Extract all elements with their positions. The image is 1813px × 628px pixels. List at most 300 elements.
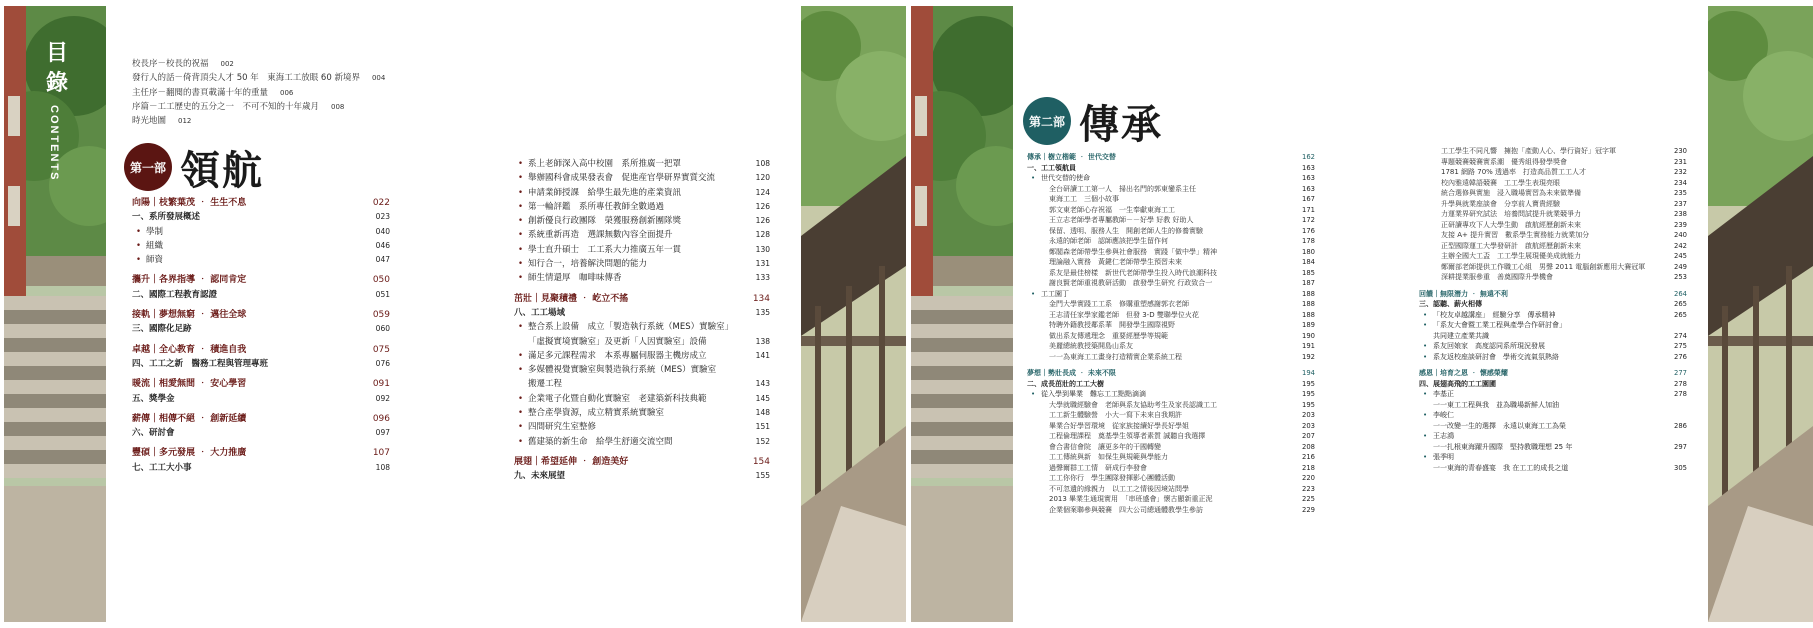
toc-subentry[interactable] bbox=[1419, 262, 1687, 273]
entry-title: 一一為東海工工畫身打造精實企業系統工程 bbox=[1049, 352, 1182, 361]
page-number: 194 bbox=[1302, 369, 1315, 377]
page-number: 190 bbox=[1302, 331, 1315, 340]
page-number: 152 bbox=[755, 436, 770, 446]
toc-subentry[interactable] bbox=[1419, 157, 1687, 168]
entry-title: 統合選修與實施 浸入職場實習為未來做準備 bbox=[1441, 189, 1581, 197]
page-number: 195 bbox=[1302, 400, 1315, 409]
page-number: 265 bbox=[1674, 310, 1687, 319]
toc-entry[interactable] bbox=[514, 363, 770, 377]
page-number: 162 bbox=[1302, 153, 1315, 161]
page-number: 108 bbox=[755, 159, 770, 168]
toc-entry[interactable] bbox=[1419, 452, 1687, 463]
page-number: 143 bbox=[755, 379, 770, 389]
chapter-heading[interactable] bbox=[514, 306, 770, 320]
toc-subentry[interactable] bbox=[1027, 310, 1315, 321]
toc-entry[interactable] bbox=[514, 171, 770, 185]
toc-entry-continuation[interactable] bbox=[1419, 400, 1687, 411]
toc-entry[interactable] bbox=[1419, 341, 1687, 352]
entry-title: • 整合產學資源，成立精實系統實驗室 bbox=[514, 406, 664, 420]
page-number: 133 bbox=[755, 273, 770, 283]
entry-title: 1781 網路 70% 透過率 打造高品質工工人才 bbox=[1441, 168, 1587, 176]
entry-title: 東海工工 三個小故事 bbox=[1049, 195, 1119, 203]
toc-entry-continuation[interactable] bbox=[514, 377, 770, 391]
chapter-heading[interactable] bbox=[132, 288, 390, 302]
page-number: 167 bbox=[1302, 195, 1315, 203]
page-number: 040 bbox=[375, 226, 390, 236]
toc-subentry[interactable] bbox=[1027, 352, 1315, 363]
page-number: 046 bbox=[375, 240, 390, 250]
entry-title: 三、認聽、薪火相傳 bbox=[1419, 300, 1482, 308]
entry-title: • 整合系上設備 成立「製造執行系統（MES）實驗室」 bbox=[514, 320, 733, 334]
entry-title: 鄭爾部老師提供工作職工心組 男聲 2011 電腦創新應用大賽冠軍 bbox=[1441, 262, 1646, 271]
toc-entry[interactable] bbox=[1419, 410, 1687, 421]
toc-subentry[interactable] bbox=[1419, 241, 1687, 252]
entry-title: • 工工園丁 bbox=[1027, 289, 1069, 300]
entry-title: • 張季明 bbox=[1419, 452, 1454, 463]
entry-title: 大學就職經驗會 老師與系友協助考生及家長認識工工 bbox=[1049, 400, 1217, 409]
page-number: 188 bbox=[1302, 289, 1315, 298]
toc-column-2 bbox=[1419, 146, 1687, 473]
toc-subentry[interactable] bbox=[1027, 473, 1315, 484]
entry-title: • 學制 bbox=[132, 225, 163, 239]
toc-subentry[interactable] bbox=[1419, 272, 1687, 283]
left-spread bbox=[0, 0, 906, 628]
page-number: 218 bbox=[1302, 463, 1315, 472]
page-number: 050 bbox=[372, 275, 390, 286]
toc-entry[interactable] bbox=[132, 225, 390, 239]
entry-title: 王立志老師學者專屬教師－－好學 好教 好助人 bbox=[1049, 216, 1194, 224]
page-number: 151 bbox=[755, 422, 770, 432]
chapter-heading[interactable] bbox=[132, 392, 390, 406]
page-number: 305 bbox=[1674, 463, 1687, 472]
page-number: 278 bbox=[1674, 379, 1687, 388]
entry-title: 向陽｜枝繁葉茂 ‧ 生生不息 bbox=[132, 198, 247, 208]
toc-subentry[interactable] bbox=[1027, 442, 1315, 453]
toc-subentry[interactable] bbox=[1027, 320, 1315, 331]
page-number: 225 bbox=[1302, 495, 1315, 503]
entry-title: 全台研讀工工第一人 掃出名門的郭東鑾系主任 bbox=[1049, 184, 1196, 193]
toc-column-1 bbox=[132, 196, 390, 475]
toc-subentry[interactable] bbox=[1419, 167, 1687, 178]
toc-subentry[interactable] bbox=[1027, 484, 1315, 495]
entry-title: 一一東工工程與我 並為職場新鮮人加油 bbox=[1433, 400, 1559, 409]
entry-title: 系友是最佳榜樣 新世代老師帶學生投入時代浪潮科技 bbox=[1049, 268, 1217, 277]
section-heading[interactable] bbox=[514, 455, 770, 469]
preface-entry[interactable] bbox=[132, 114, 432, 128]
entry-title: 保留、透明、服務人生 開創老師人生的修養實驗 bbox=[1049, 226, 1203, 235]
entry-title: 展翅｜希望延伸 ‧ 創造美好 bbox=[514, 456, 629, 467]
entry-title: 不可忽遺的緣親力 以工工之情後因境站問學 bbox=[1049, 484, 1189, 493]
toc-subentry[interactable] bbox=[1027, 268, 1315, 279]
page-number: 022 bbox=[372, 198, 390, 208]
page-number: 172 bbox=[1302, 216, 1315, 224]
part-badge: 第二部 bbox=[1023, 97, 1071, 145]
toc-entry[interactable] bbox=[1419, 320, 1687, 331]
toc-entry[interactable] bbox=[514, 349, 770, 363]
toc-entry[interactable] bbox=[1027, 173, 1315, 184]
entry-title: 做出系友傳遞理念 重要經歷學等規範 bbox=[1049, 331, 1168, 340]
page-number: 238 bbox=[1674, 210, 1687, 218]
campus-photo-stairs bbox=[911, 6, 1013, 622]
toc-entry[interactable] bbox=[1027, 389, 1315, 400]
entry-title: • 系上老師深入高中校園 系所推廣一把罩 bbox=[514, 157, 681, 171]
page-number: 220 bbox=[1302, 474, 1315, 482]
entry-title: • 申請業師授課 給學生最先進的產業資訊 bbox=[514, 186, 681, 200]
page-number: 277 bbox=[1674, 369, 1687, 377]
entry-title: 友接 A+ 提升實習 數系學生實務能力就業加分 bbox=[1441, 231, 1590, 239]
page-number: 171 bbox=[1302, 205, 1315, 214]
entry-title: • 世代交替的使命 bbox=[1027, 173, 1090, 184]
toc-subentry[interactable] bbox=[1027, 410, 1315, 421]
campus-photo-corridor bbox=[801, 6, 906, 622]
toc-entry[interactable] bbox=[514, 257, 770, 271]
page-number: 235 bbox=[1674, 189, 1687, 197]
page-number: 141 bbox=[755, 350, 770, 360]
toc-entry[interactable] bbox=[1419, 352, 1687, 363]
entry-title: 七、工工大小事 bbox=[132, 462, 192, 473]
page-number: 176 bbox=[1302, 226, 1315, 235]
page-number: 185 bbox=[1302, 268, 1315, 277]
toc-subentry[interactable] bbox=[1027, 421, 1315, 432]
page-number: 131 bbox=[755, 259, 770, 269]
toc-entry[interactable] bbox=[514, 186, 770, 200]
toc-subentry[interactable] bbox=[1027, 184, 1315, 195]
page-number: 232 bbox=[1674, 168, 1687, 176]
toc-entry[interactable] bbox=[1419, 389, 1687, 400]
toc-subentry[interactable] bbox=[1027, 236, 1315, 247]
toc-subentry[interactable] bbox=[1027, 215, 1315, 226]
section-heading[interactable] bbox=[1419, 289, 1687, 300]
page-number: 076 bbox=[375, 358, 390, 368]
toc-subentry[interactable] bbox=[1027, 400, 1315, 411]
entry-title: • 多媒體視覺實驗室與製造執行系統（MES）實驗室 bbox=[514, 363, 716, 377]
page-number: 265 bbox=[1674, 300, 1687, 308]
toc-subentry[interactable] bbox=[1419, 188, 1687, 199]
page-number: 245 bbox=[1674, 252, 1687, 260]
page-number: 216 bbox=[1302, 453, 1315, 461]
preface-entry[interactable] bbox=[132, 71, 432, 85]
entry-title: • 李峻仁 bbox=[1419, 410, 1454, 421]
part-title: 傳承 bbox=[1079, 100, 1163, 148]
toc-subentry[interactable] bbox=[1027, 431, 1315, 442]
entry-title: 一、工工領航員 bbox=[1027, 163, 1076, 172]
vertical-title-char-1: 目 bbox=[45, 40, 68, 66]
toc-entry[interactable] bbox=[514, 320, 770, 334]
toc-entry[interactable] bbox=[1419, 310, 1687, 321]
entry-title: • 「校友卓越講座」 經驗分享 傳承精神 bbox=[1419, 310, 1556, 321]
entry-title: 正型國際運工大學發研計 啟航經歷創新未來 bbox=[1441, 241, 1581, 250]
toc-subentry[interactable] bbox=[1027, 278, 1315, 289]
entry-title: 四、工工之新 醫務工程與管理專班 bbox=[132, 358, 269, 369]
page-number: 163 bbox=[1302, 184, 1315, 193]
chapter-heading[interactable] bbox=[1419, 379, 1687, 390]
page-number: 187 bbox=[1302, 279, 1315, 287]
preface-title: 序篇－工工歷史的五分之一 不可不知的十年歲月 bbox=[132, 101, 320, 112]
preface-title: 時光地圖 bbox=[132, 116, 167, 127]
entry-title: 卓越｜全心教育 ‧ 積進自我 bbox=[132, 344, 247, 355]
entry-title: 工工新生體驗營 小大一寫下未來自我期許 bbox=[1049, 411, 1182, 419]
page-number: 134 bbox=[752, 293, 770, 304]
page-number: 135 bbox=[755, 307, 770, 317]
page-number: 286 bbox=[1674, 421, 1687, 430]
section-heading[interactable] bbox=[132, 196, 390, 210]
toc-subentry[interactable] bbox=[1027, 452, 1315, 463]
chapter-heading[interactable] bbox=[132, 357, 390, 371]
section-heading[interactable] bbox=[132, 412, 390, 426]
entry-title: • 系友回娘家 高度認同系所現況發展 bbox=[1419, 341, 1545, 352]
page-number: 253 bbox=[1674, 273, 1687, 281]
entry-title: 企業個案聯參與競賽 四大公司總通體教學生參訪 bbox=[1049, 505, 1203, 514]
section-heading[interactable] bbox=[1419, 368, 1687, 379]
page-number: 230 bbox=[1674, 147, 1687, 155]
toc-entry[interactable] bbox=[132, 253, 390, 267]
toc-entry-continuation[interactable] bbox=[1419, 442, 1687, 453]
toc-subentry[interactable] bbox=[1419, 199, 1687, 210]
section-heading[interactable] bbox=[132, 446, 390, 460]
entry-title: 搬遷工程 bbox=[528, 379, 563, 390]
toc-entry-continuation[interactable] bbox=[1419, 331, 1687, 342]
section-heading[interactable] bbox=[514, 292, 770, 306]
entry-title: 一一扎根東海躍升國際 堅持教職理想 25 年 bbox=[1433, 442, 1573, 451]
toc-subentry[interactable] bbox=[1419, 230, 1687, 241]
preface-page: 004 bbox=[371, 74, 386, 83]
page-number: 231 bbox=[1674, 157, 1687, 166]
toc-subentry[interactable] bbox=[1027, 341, 1315, 352]
toc-entry[interactable] bbox=[1419, 431, 1687, 442]
page-number: 237 bbox=[1674, 199, 1687, 208]
toc-subentry[interactable] bbox=[1027, 331, 1315, 342]
page-number: 207 bbox=[1302, 432, 1315, 440]
entry-title: • 組織 bbox=[132, 239, 163, 253]
toc-subentry[interactable] bbox=[1027, 494, 1315, 505]
entry-title: 攜升｜各界指導 ‧ 認同肯定 bbox=[132, 275, 247, 286]
entry-title: 茁壯｜見聚積禮 ‧ 屹立不搖 bbox=[514, 293, 629, 304]
page-number: 229 bbox=[1302, 505, 1315, 514]
toc-subentry[interactable] bbox=[1419, 146, 1687, 157]
page-number: 163 bbox=[1302, 174, 1315, 182]
page-number: 178 bbox=[1302, 237, 1315, 245]
entry-title: 接軌｜夢想無窮 ‧ 邁往全球 bbox=[132, 310, 247, 321]
entry-title: 鄭閣森老師帶學生參與社會服務 實踐「做中學」精神 bbox=[1049, 247, 1217, 256]
toc-entry-continuation[interactable] bbox=[514, 335, 770, 349]
page-number: 138 bbox=[755, 336, 770, 346]
entry-title: • 李基正 bbox=[1419, 389, 1454, 400]
chapter-heading[interactable] bbox=[1027, 379, 1315, 390]
chapter-heading[interactable] bbox=[1419, 299, 1687, 310]
section-heading[interactable] bbox=[132, 377, 390, 391]
page-number: 154 bbox=[752, 456, 770, 467]
entry-title: 永遠的師老師 認師應該把學生留作何 bbox=[1049, 237, 1168, 245]
entry-title: 特聘外籍教授鄰系華 開發學生國際視野 bbox=[1049, 321, 1175, 329]
toc-column-1 bbox=[1027, 152, 1315, 515]
page-number: 097 bbox=[375, 428, 390, 438]
page-number: 126 bbox=[755, 201, 770, 211]
page-number: 092 bbox=[375, 393, 390, 403]
entry-title: • 王志鴻 bbox=[1419, 431, 1454, 442]
page-number: 023 bbox=[375, 212, 390, 222]
page-number: 145 bbox=[755, 393, 770, 403]
chapter-heading[interactable] bbox=[132, 322, 390, 336]
toc-entry-continuation[interactable] bbox=[1419, 421, 1687, 432]
entry-title: 五、獎學金 bbox=[132, 393, 175, 404]
chapter-heading[interactable] bbox=[132, 210, 390, 224]
toc-subentry[interactable] bbox=[1419, 178, 1687, 189]
entry-title: 「虛擬實境實驗室」及更新「人因實驗室」設備 bbox=[528, 336, 707, 347]
toc-entry-continuation[interactable] bbox=[1419, 463, 1687, 474]
page-number: 130 bbox=[755, 244, 770, 254]
page-number: 278 bbox=[1674, 390, 1687, 398]
vertical-title-en: CONTENTS bbox=[48, 105, 60, 182]
page-number: 274 bbox=[1674, 331, 1687, 340]
entry-title: 謝良賢老師重視教研活動 啟發學生研究 行政致合一 bbox=[1049, 279, 1213, 287]
page-number: 276 bbox=[1674, 352, 1687, 361]
toc-subentry[interactable] bbox=[1027, 226, 1315, 237]
page-number: 148 bbox=[755, 408, 770, 418]
toc-subentry[interactable] bbox=[1027, 505, 1315, 516]
entry-title: 理論融入實務 黃鍵仁老師帶學生預習未來 bbox=[1049, 258, 1182, 266]
toc-entry[interactable] bbox=[514, 392, 770, 406]
preface-title: 校長序－校長的祝福 bbox=[132, 59, 209, 69]
entry-title: 二、國際工程教育認證 bbox=[132, 289, 218, 300]
entry-title: 薪傳｜相傳不絕 ‧ 創新延續 bbox=[132, 413, 247, 424]
preface-entry[interactable] bbox=[132, 57, 432, 71]
entry-title: 夢想｜勢壯長成 ‧ 未來不限 bbox=[1027, 368, 1116, 377]
entry-title: 郭文東老師心存祝福 一生奉獻東海工工 bbox=[1049, 205, 1175, 214]
page-number: 203 bbox=[1302, 411, 1315, 419]
entry-title: • 四間研究生室整修 bbox=[514, 420, 596, 434]
toc-subentry[interactable] bbox=[1027, 299, 1315, 310]
page-number: 195 bbox=[1302, 390, 1315, 398]
page-number: 075 bbox=[372, 344, 390, 355]
entry-title: • 系統重新再造 選課無數內容全面提升 bbox=[514, 228, 673, 242]
vertical-title-char-2: 錄 bbox=[45, 70, 68, 96]
section-heading[interactable] bbox=[1027, 368, 1315, 379]
toc-subentry[interactable] bbox=[1027, 194, 1315, 205]
page-number: 249 bbox=[1674, 262, 1687, 271]
page-number: 059 bbox=[372, 310, 390, 321]
toc-entry[interactable] bbox=[514, 214, 770, 228]
entry-title: 六、研討會 bbox=[132, 428, 175, 439]
entry-title: 畢業合好學習環境 從家族接續好學長好學姐 bbox=[1049, 421, 1189, 430]
toc-subentry[interactable] bbox=[1419, 251, 1687, 262]
entry-title: 傳承｜樹立楷範 ‧ 世代交替 bbox=[1027, 152, 1116, 161]
campus-photo-corridor bbox=[1708, 6, 1813, 622]
toc-entry[interactable] bbox=[514, 157, 770, 171]
page-number: 275 bbox=[1674, 342, 1687, 350]
toc-subentry[interactable] bbox=[1419, 209, 1687, 220]
toc-entry[interactable] bbox=[514, 435, 770, 449]
toc-entry[interactable] bbox=[1027, 289, 1315, 300]
page-number: 191 bbox=[1302, 342, 1315, 350]
section-heading[interactable] bbox=[132, 343, 390, 357]
entry-title: 共同建立產業共識 bbox=[1433, 331, 1489, 340]
toc-subentry[interactable] bbox=[1419, 220, 1687, 231]
entry-title: 主辦全國大工盃 工工學生展現優美成就能力 bbox=[1441, 252, 1581, 260]
page-number: 184 bbox=[1302, 258, 1315, 266]
entry-title: • 從入學到畢業 難忘工工點點滴滴 bbox=[1027, 389, 1146, 400]
entry-title: 一一改變一生的選擇 永遠以東海工工為榮 bbox=[1433, 421, 1566, 430]
toc-entry[interactable] bbox=[514, 406, 770, 420]
entry-title: 會合書信會院 讓更多年的干國轉變 bbox=[1049, 442, 1161, 451]
entry-title: 校內雅遠韓語競賽 工工學生表現亮眼 bbox=[1441, 178, 1560, 187]
entry-title: 回饋｜無限潛力 ‧ 無遠不利 bbox=[1419, 288, 1508, 298]
preface-page: 006 bbox=[280, 88, 294, 97]
entry-title: 過聲爾群工工情 研成行李發會 bbox=[1049, 463, 1147, 472]
chapter-heading[interactable] bbox=[514, 469, 770, 483]
toc-entry[interactable] bbox=[132, 239, 390, 253]
chapter-heading[interactable] bbox=[132, 461, 390, 475]
page-number: 180 bbox=[1302, 247, 1315, 256]
chapter-heading[interactable] bbox=[132, 426, 390, 440]
entry-title: 八、工工場域 bbox=[514, 307, 566, 318]
entry-title: • 「系友大會暨工業工程與產學合作研討會」 bbox=[1419, 320, 1566, 331]
entry-title: • 滿足多元課程需求 本系專屬伺服器主機房成立 bbox=[514, 349, 707, 363]
section-heading[interactable] bbox=[132, 308, 390, 322]
part-badge: 第一部 bbox=[124, 143, 172, 191]
entry-title: 一一東海的青春盛宴 我 在工工的成長之道 bbox=[1433, 463, 1569, 472]
entry-title: 二、成長茁壯的工工大樹 bbox=[1027, 379, 1104, 388]
entry-title: • 舉辦國科會成果發表會 促進産官學研界實質交流 bbox=[514, 171, 715, 185]
page-number: 096 bbox=[372, 413, 390, 424]
toc-subentry[interactable] bbox=[1027, 205, 1315, 216]
page-number: 124 bbox=[755, 187, 770, 197]
section-heading[interactable] bbox=[132, 273, 390, 287]
toc-entry[interactable] bbox=[514, 200, 770, 214]
entry-title: 一、系所發展概述 bbox=[132, 212, 201, 223]
entry-title: • 企業電子化暨自動化實驗室 老建築新科技典範 bbox=[514, 392, 707, 406]
page-number: 264 bbox=[1674, 289, 1687, 298]
right-spread bbox=[907, 0, 1813, 628]
toc-entry[interactable] bbox=[514, 271, 770, 285]
preface-entry[interactable] bbox=[132, 100, 432, 114]
toc-entry[interactable] bbox=[514, 243, 770, 257]
entry-title: 升學與就業座談會 分享前人寶貴經驗 bbox=[1441, 199, 1560, 208]
chapter-heading[interactable] bbox=[1027, 163, 1315, 174]
section-heading[interactable] bbox=[1027, 152, 1315, 163]
page-number: 223 bbox=[1302, 484, 1315, 493]
entry-title: 豐碩｜多元發展 ‧ 大力推廣 bbox=[132, 448, 247, 459]
entry-title: 美麗總統教授築開島山系友 bbox=[1049, 342, 1133, 350]
entry-title: • 師生情還厚 咖啡味傳香 bbox=[514, 271, 622, 285]
page-number: 091 bbox=[372, 379, 390, 390]
entry-title: 工工你你行 學生團隊發揮影心團體活動 bbox=[1049, 474, 1175, 482]
entry-title: 四、展翅高飛的工工園圃 bbox=[1419, 379, 1496, 388]
part-one-header bbox=[124, 140, 264, 194]
page-number: 234 bbox=[1674, 178, 1687, 187]
page-number: 108 bbox=[375, 462, 390, 472]
page-number: 240 bbox=[1674, 231, 1687, 239]
toc-subentry[interactable] bbox=[1027, 257, 1315, 268]
toc-column-2 bbox=[514, 157, 770, 484]
entry-title: 工工學生不同凡響 擁抱「產動人心、學行資好」冠字軍 bbox=[1441, 147, 1616, 155]
page-number: 107 bbox=[372, 448, 390, 459]
preface-title: 發行人的話－倚背頂尖人才 50 年 東海工工放眼 60 新境界 bbox=[132, 73, 360, 84]
toc-entry[interactable] bbox=[514, 228, 770, 242]
page-number: 192 bbox=[1302, 352, 1315, 361]
preface-entry[interactable] bbox=[132, 86, 432, 100]
toc-entry[interactable] bbox=[514, 420, 770, 434]
entry-title: 王志清任家學家鑑老師 但發 3-D 雙聯學位火花 bbox=[1049, 310, 1199, 319]
page-number: 239 bbox=[1674, 220, 1687, 229]
page-number: 047 bbox=[375, 255, 390, 265]
page-number: 189 bbox=[1302, 321, 1315, 329]
toc-subentry[interactable] bbox=[1027, 247, 1315, 258]
entry-title: 2013 畢業生通現實用 「串班盛會」懷古顯新重正泥 bbox=[1049, 495, 1213, 503]
page-number: 126 bbox=[755, 216, 770, 226]
entry-title: 正研讀專攻下人大學生動 啟航經歷創新未來 bbox=[1441, 220, 1581, 229]
toc-subentry[interactable] bbox=[1027, 463, 1315, 474]
entry-title: 九、未來展望 bbox=[514, 471, 566, 482]
